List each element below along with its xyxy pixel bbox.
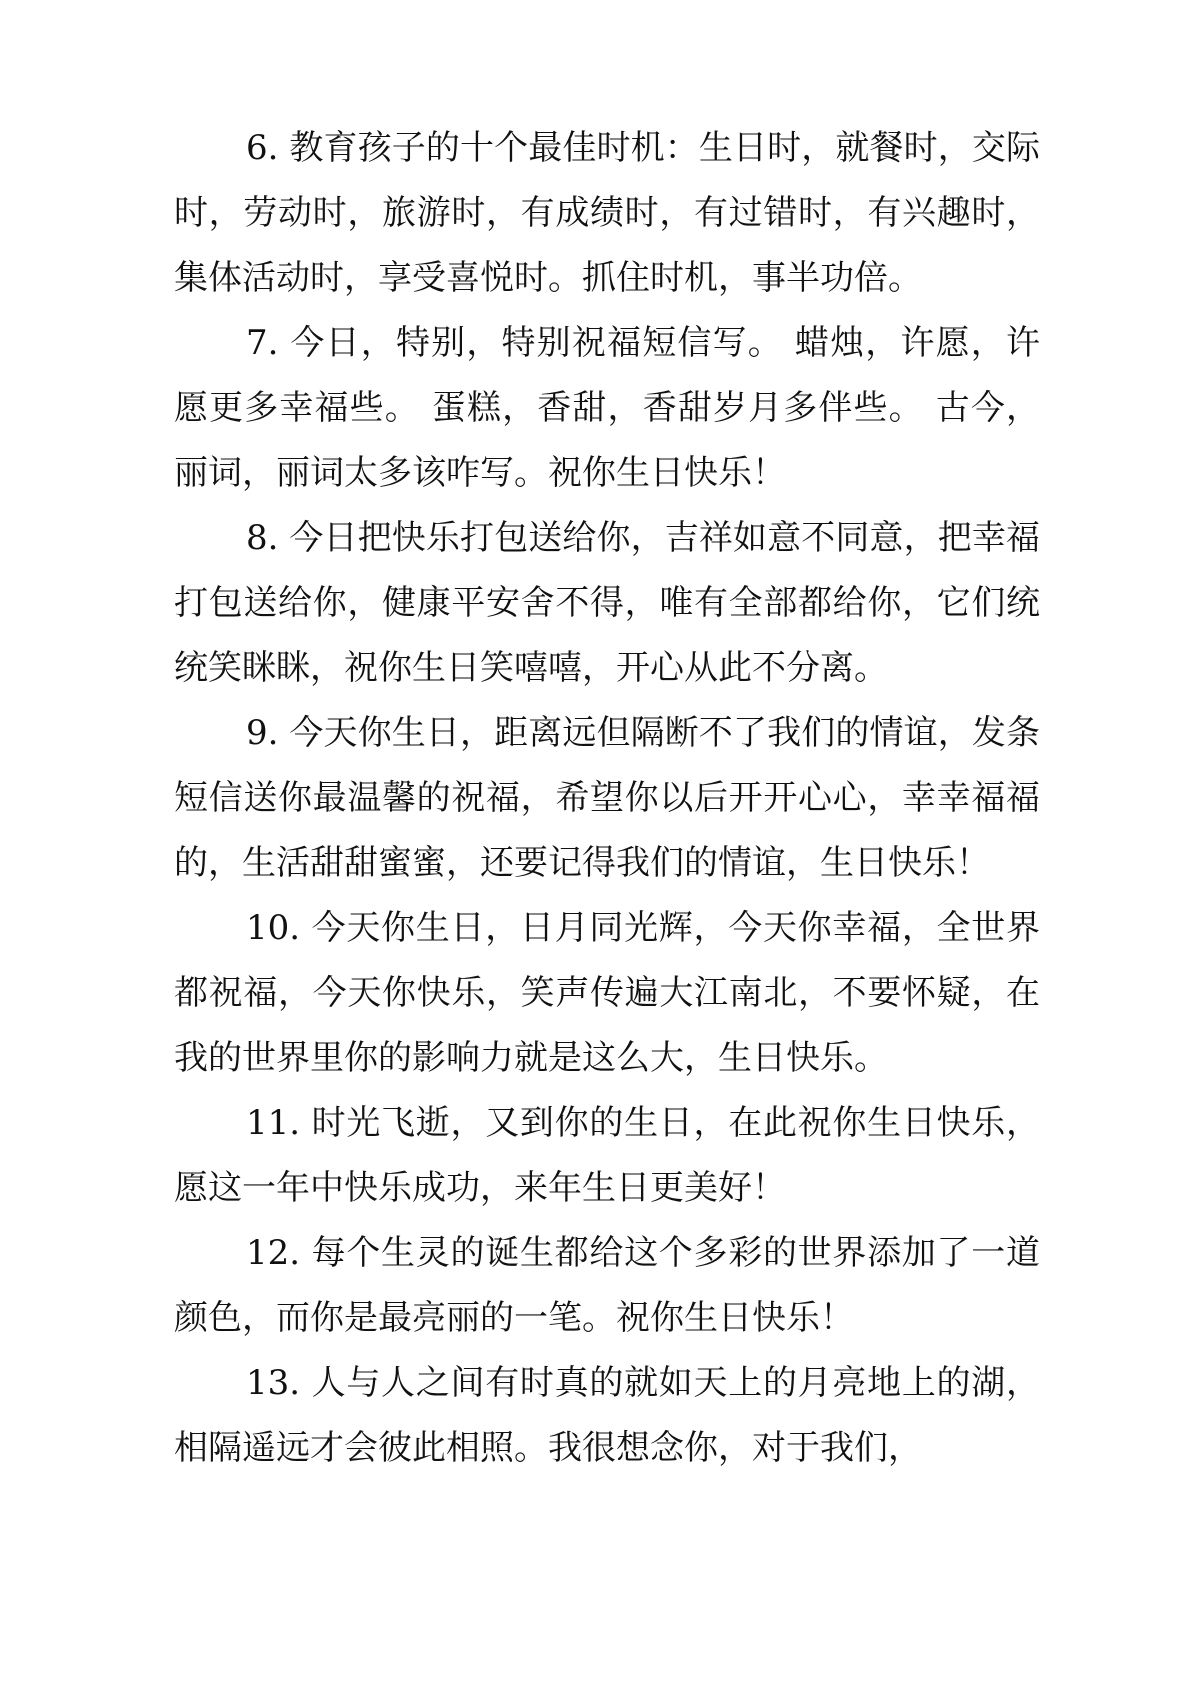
- paragraph-10: 10. 今天你生日，日月同光辉，今天你幸福，全世界都祝福，今天你快乐，笑声传遍大江南北，不要怀疑，在我的世界里你的影响力就是这么大，生日快乐。: [174, 908, 1040, 1078]
- document-body: [174, 116, 1040, 1481]
- paragraph-9: 9. 今天你生日，距离远但隔断不了我们的情谊，发条短信送你最温馨的祝福，希望你以后开开心心，幸幸福福的，生活甜甜蜜蜜，还要记得我们的情谊，生日快乐！: [174, 713, 1040, 883]
- paragraph-12: 12. 每个生灵的诞生都给这个多彩的世界添加了一道颜色，而你是最亮丽的一笔。祝你生日快乐！: [174, 1233, 1040, 1338]
- paragraph-13: 13. 人与人之间有时真的就如天上的月亮地上的湖，相隔遥远才会彼此相照。我很想念你，对于我们，: [174, 1363, 1040, 1468]
- paragraph-6: 6. 教育孩子的十个最佳时机：生日时，就餐时，交际时，劳动时，旅游时，有成绩时，有过错时，有兴趣时，集体活动时，享受喜悦时。抓住时机，事半功倍。: [174, 128, 1040, 298]
- paragraph-7: 7. 今日，特别，特别祝福短信写。 蜡烛，许愿，许愿更多幸福些。 蛋糕，香甜，香甜岁月多伴些。 古今，丽词，丽词太多该咋写。祝你生日快乐！: [174, 323, 1040, 493]
- paragraph-8: 8. 今日把快乐打包送给你，吉祥如意不同意，把幸福打包送给你，健康平安舍不得，唯有全部都给你，它们统统笑眯眯，祝你生日笑嘻嘻，开心从此不分离。: [174, 518, 1040, 688]
- paragraph-11: 11. 时光飞逝，又到你的生日，在此祝你生日快乐，愿这一年中快乐成功，来年生日更美好！: [174, 1103, 1040, 1208]
